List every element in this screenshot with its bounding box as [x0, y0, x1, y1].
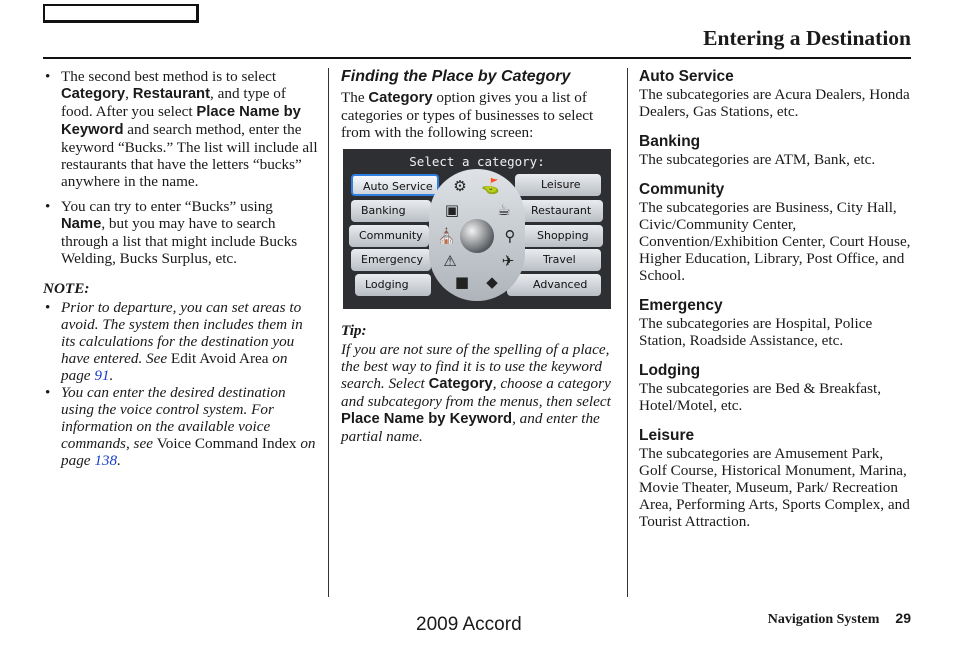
text: The — [341, 89, 369, 106]
screen-button-community[interactable]: Community — [349, 225, 429, 247]
bold-term: Category — [428, 376, 493, 392]
screen-button-lodging[interactable]: Lodging — [355, 274, 431, 296]
category-screen — [343, 149, 611, 309]
text: option gives you a list of categories or types of businesses to select from with the following screen: — [341, 89, 594, 141]
screen-button-shopping[interactable]: Shopping — [511, 225, 603, 247]
bold-term: Category — [368, 90, 433, 106]
restaurant-icon: ☕ — [497, 201, 511, 219]
subsection-text: The subcategories are Hospital, Police Station, Roadside Assistance, etc. — [639, 315, 873, 349]
page-number: 29 — [895, 610, 911, 626]
text: and search method, enter the keyword “Bucks.” The list will include all restaurants that have the letters “bucks” anywhere in the name. — [61, 121, 318, 190]
text: , but you may have to search through a list that might include Bucks Welding, Bucks Surplus, etc. — [61, 215, 298, 267]
bold-term: Place Name by Keyword — [341, 411, 513, 427]
bold-term: Place Name by Keyword — [61, 104, 301, 138]
subsection-heading: Emergency — [639, 297, 723, 314]
bold-term: Name — [61, 216, 102, 232]
bold-term: Restaurant — [132, 86, 211, 102]
subsection-text: The subcategories are Amusement Park, Golf Course, Historical Monument, Marina, Movie Theater, Museum, Park/ Recreation Area, Performing Arts, Sports Complex, and Tourist Attraction. — [639, 445, 910, 530]
text: Edit Avoid Area — [170, 350, 269, 367]
text: , — [125, 85, 133, 102]
emergency-icon: ⚠ — [443, 252, 457, 270]
screen-button-emergency[interactable]: Emergency — [351, 249, 431, 271]
joystick-knob-icon[interactable] — [460, 219, 494, 253]
footer-model: 2009 Accord — [416, 614, 522, 635]
text: . — [109, 367, 114, 384]
column-divider-left — [328, 68, 329, 597]
shopping-icon: ⚲ — [504, 227, 516, 245]
leisure-icon: ⛳ — [481, 177, 500, 195]
screen-button-leisure[interactable]: Leisure — [515, 174, 601, 196]
middle-column — [341, 68, 616, 141]
banking-icon: ▣ — [444, 201, 460, 219]
screen-button-restaurant[interactable]: Restaurant — [507, 200, 603, 222]
column-divider-right — [627, 68, 628, 597]
section-lodging — [639, 362, 914, 414]
subsection-heading: Lodging — [639, 362, 701, 379]
text: , and enter the partial name. — [341, 410, 600, 445]
subsection-heading: Auto Service — [639, 68, 734, 85]
page-link-138[interactable]: 138 — [94, 452, 118, 469]
travel-icon: ✈ — [501, 252, 515, 270]
text: , and type of food. After you select — [61, 85, 286, 120]
note-label: NOTE: — [43, 280, 90, 297]
screen-button-auto-service[interactable]: Auto Service — [351, 174, 439, 196]
header-tab-box — [43, 4, 199, 23]
bullet-category-method — [43, 68, 319, 190]
text: . — [117, 452, 121, 469]
lodging-icon: ■ — [454, 273, 470, 291]
advanced-icon: ◆ — [486, 273, 498, 291]
screen-button-travel[interactable]: Travel — [511, 249, 601, 271]
subsection-heading: Leisure — [639, 427, 695, 444]
screen-button-banking[interactable]: Banking — [351, 200, 431, 222]
footer-section-label: Navigation System — [767, 612, 880, 627]
page-link-91[interactable]: 91 — [94, 367, 110, 384]
subsection-text: The subcategories are Business, City Hall, Civic/Community Center, Convention/Exhibition Center, Court House, Higher Education, Library, Post Office, and School. — [639, 199, 911, 284]
text: You can enter the desired destination using the voice control system. For information on the available voice commands, see — [61, 384, 286, 452]
category-intro — [341, 89, 616, 141]
text: The second best method is to select — [61, 68, 277, 85]
text: If you are not sure of the spelling of a place, the best way to find it is to use the keyword search. Select — [341, 341, 610, 392]
header-rule — [43, 57, 911, 59]
section-leisure — [639, 427, 914, 530]
screen-button-advanced[interactable]: Advanced — [507, 274, 601, 296]
text: , choose a category and subcategory from the menus, then select — [341, 375, 611, 410]
subsection-text: The subcategories are ATM, Bank, etc. — [639, 151, 876, 168]
section-heading: Finding the Place by Category — [341, 68, 571, 85]
tip-label: Tip: — [341, 322, 367, 339]
note-avoid-area — [43, 299, 319, 384]
subsection-text: The subcategories are Acura Dealers, Honda Dealers, Gas Stations, etc. — [639, 86, 910, 120]
note-voice-control — [43, 384, 319, 469]
screen-title: Select a category: — [409, 154, 545, 169]
text: on page — [61, 435, 316, 469]
text: Prior to departure, you can set areas to avoid. The system then includes them in its calculations for the destination you have entered. See — [61, 299, 303, 367]
tip-block — [341, 322, 616, 445]
text: on page — [61, 350, 288, 384]
subsection-text: The subcategories are Bed & Breakfast, Hotel/Motel, etc. — [639, 380, 882, 414]
page-title: Entering a Destination — [703, 26, 911, 50]
right-column — [639, 68, 914, 530]
text: Voice Command Index — [156, 435, 297, 452]
bold-term: Category — [61, 86, 126, 102]
subsection-heading: Community — [639, 181, 725, 198]
section-auto-service — [639, 68, 914, 120]
text: You can try to enter “Bucks” using — [61, 198, 273, 215]
auto-service-icon: ⚙ — [453, 177, 467, 195]
tip-text — [341, 341, 616, 445]
community-icon: ⛪ — [437, 227, 456, 245]
section-community — [639, 181, 914, 284]
subsection-heading: Banking — [639, 133, 701, 150]
section-banking — [639, 133, 914, 168]
footer-section — [768, 610, 911, 628]
bullet-name-method — [43, 198, 319, 267]
section-emergency — [639, 297, 914, 349]
left-column — [43, 68, 319, 469]
